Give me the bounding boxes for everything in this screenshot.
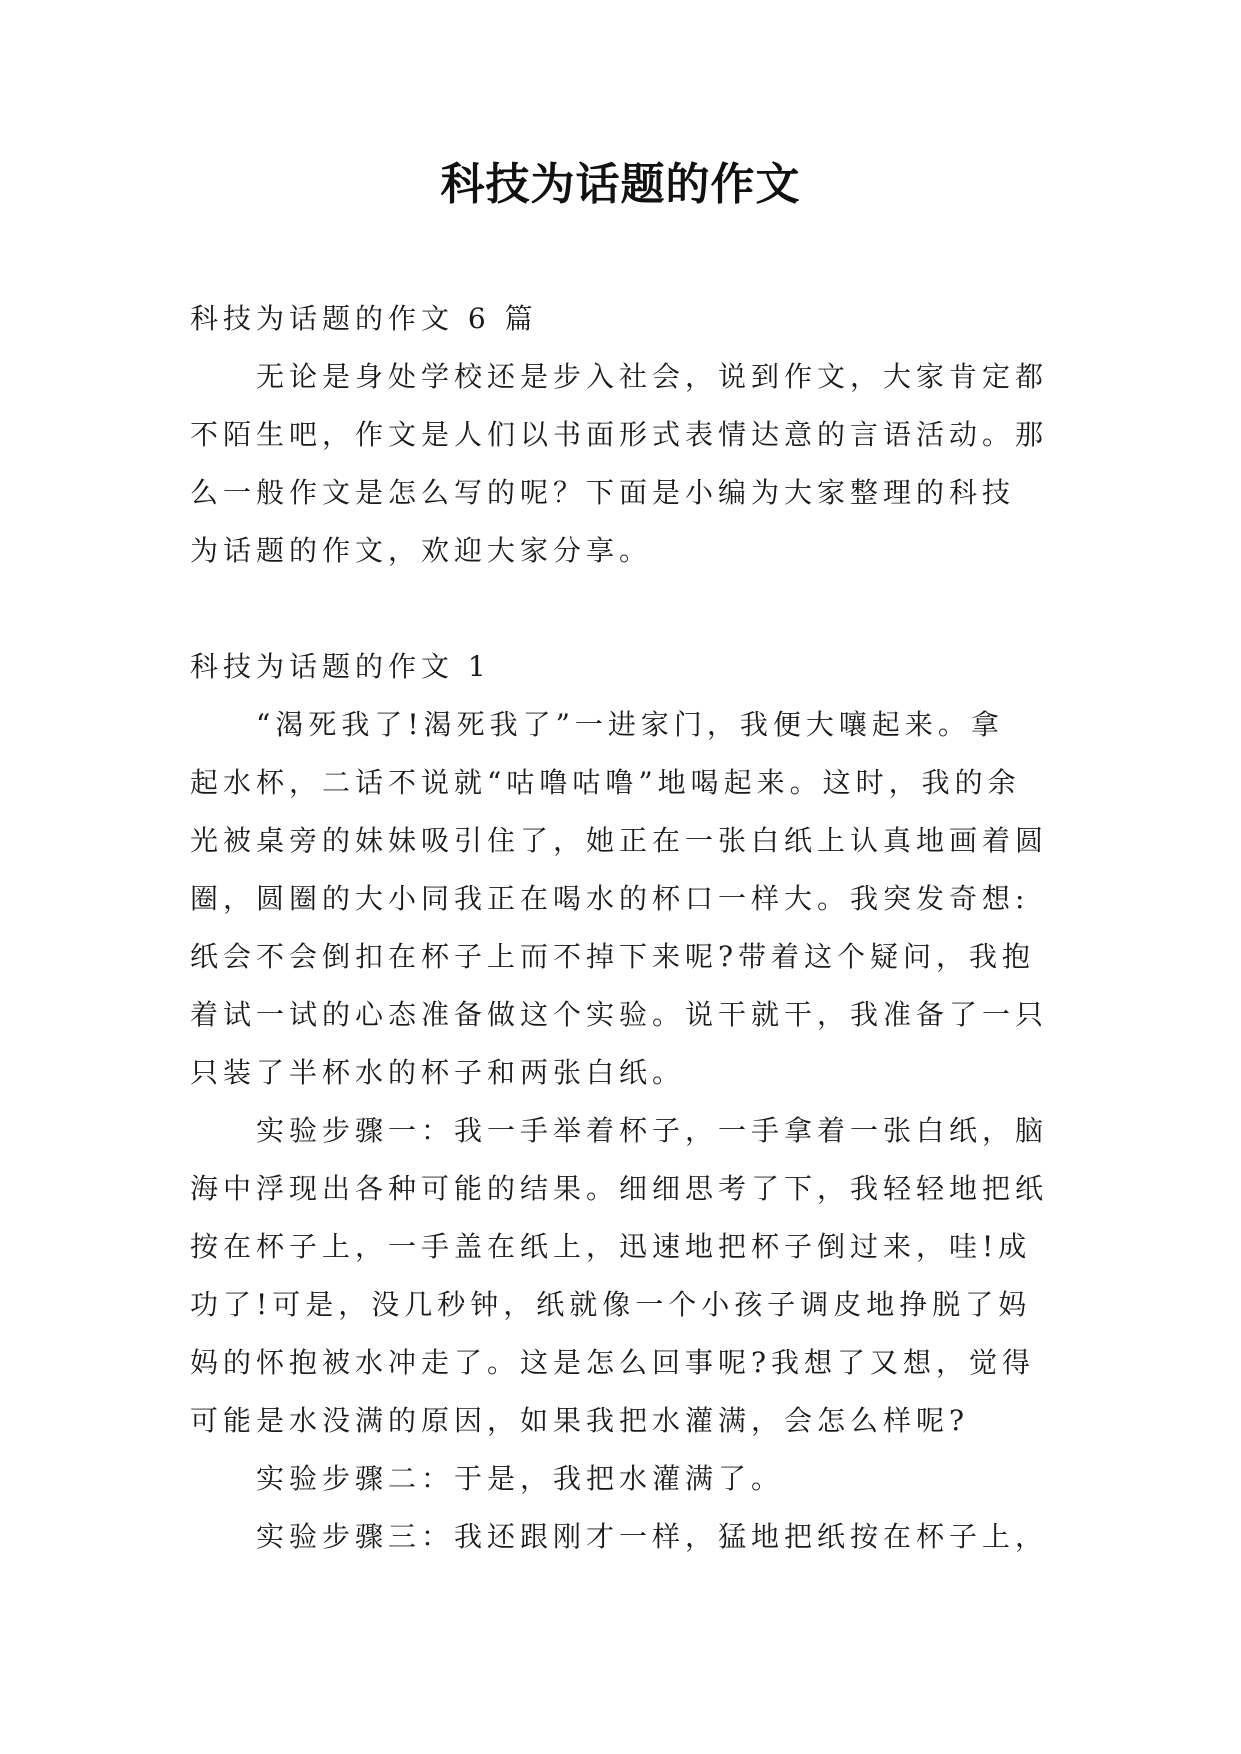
intro-paragraph bbox=[190, 348, 1050, 580]
paragraph-line: 可能是水没满的原因，如果我把水灌满，会怎么样呢? bbox=[190, 1404, 970, 1437]
paragraph-line: 不陌生吧，作文是人们以书面形式表情达意的言语活动。那 bbox=[190, 418, 1049, 451]
paragraph-line: 起水杯，二话不说就“咕噜咕噜”地喝起来。这时，我的余 bbox=[190, 766, 1021, 799]
blank-line bbox=[190, 580, 1050, 638]
section-heading: 科技为话题的作文 1 bbox=[190, 650, 491, 683]
paragraph-line: 只装了半杯水的杯子和两张白纸。 bbox=[190, 1056, 686, 1089]
paragraph-line: 实验步骤二：于是，我把水灌满了。 bbox=[256, 1462, 785, 1495]
document-title: 科技为话题的作文 bbox=[440, 159, 801, 210]
paragraph-line: 无论是身处学校还是步入社会，说到作文，大家肯定都 bbox=[256, 360, 1049, 393]
paragraph-line: 功了!可是，没几秒钟，纸就像一个小孩子调皮地挣脱了妈 bbox=[190, 1288, 1032, 1321]
story-paragraph bbox=[190, 1450, 1050, 1508]
paragraph-line: “渴死我了!渴死我了”一进家门，我便大嚷起来。拿 bbox=[256, 708, 1004, 741]
document-subtitle: 科技为话题的作文 6 篇 bbox=[190, 302, 538, 335]
story-paragraph bbox=[190, 1508, 1050, 1566]
paragraph-line: 着试一试的心态准备做这个实验。说干就干，我准备了一只 bbox=[190, 998, 1049, 1031]
paragraph-line: 按在杯子上，一手盖在纸上，迅速地把杯子倒过来，哇!成 bbox=[190, 1230, 1032, 1263]
paragraph-line: 实验步骤一：我一手举着杯子，一手拿着一张白纸，脑 bbox=[256, 1114, 1049, 1147]
paragraph-line: 纸会不会倒扣在杯子上而不掉下来呢?带着这个疑问，我抱 bbox=[190, 940, 1036, 973]
story-paragraph bbox=[190, 696, 1050, 1102]
story-paragraph bbox=[190, 1102, 1050, 1450]
paragraph-line: 圈，圆圈的大小同我正在喝水的杯口一样大。我突发奇想: bbox=[190, 882, 1030, 915]
paragraph-line: 么一般作文是怎么写的呢？下面是小编为大家整理的科技 bbox=[190, 476, 1016, 509]
paragraph-line: 实验步骤三：我还跟刚才一样，猛地把纸按在杯子上， bbox=[256, 1520, 1049, 1553]
document-body bbox=[190, 290, 1050, 1566]
paragraph-line: 光被桌旁的妹妹吸引住了，她正在一张白纸上认真地画着圆 bbox=[190, 824, 1049, 857]
paragraph-line: 为话题的作文，欢迎大家分享。 bbox=[190, 534, 653, 567]
paragraph-line: 海中浮现出各种可能的结果。细细思考了下，我轻轻地把纸 bbox=[190, 1172, 1049, 1205]
paragraph-line: 妈的怀抱被水冲走了。这是怎么回事呢?我想了又想，觉得 bbox=[190, 1346, 1036, 1379]
